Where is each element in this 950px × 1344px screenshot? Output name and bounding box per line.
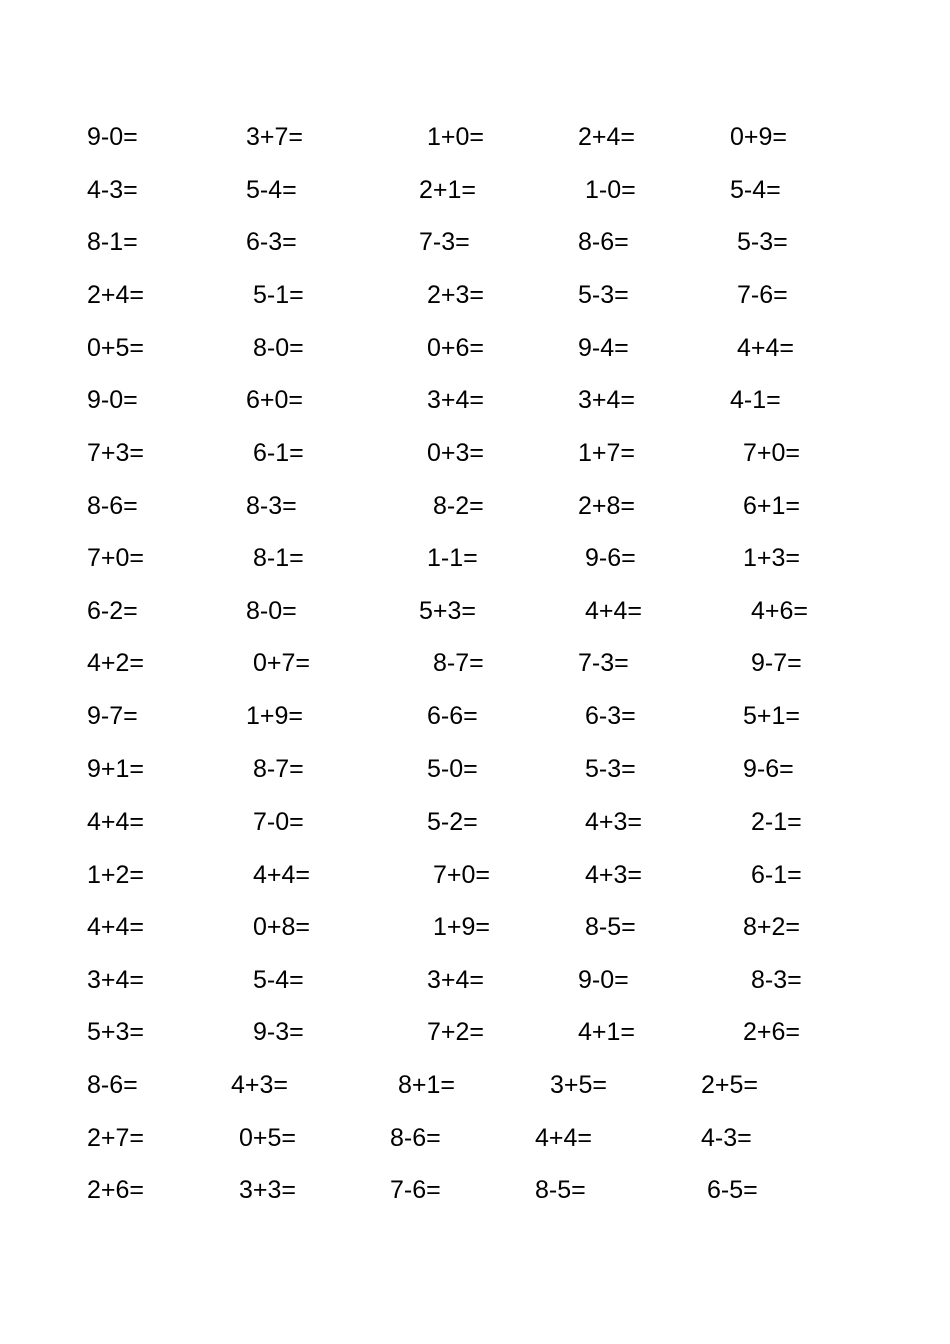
math-problem: 1-0=	[585, 176, 636, 204]
math-problem: 0+3=	[427, 439, 485, 467]
math-problem: 4+2=	[87, 649, 145, 677]
math-problem: 6-5=	[707, 1176, 758, 1204]
math-problem: 8-2=	[433, 492, 484, 520]
math-problem: 6-1=	[253, 439, 304, 467]
math-problem: 5-3=	[737, 228, 788, 256]
math-problem: 8-6=	[87, 1071, 138, 1099]
math-problem: 2+6=	[743, 1018, 801, 1046]
math-problem: 3+7=	[246, 123, 304, 151]
math-problem: 2-1=	[751, 808, 802, 836]
math-problem: 9-0=	[87, 123, 138, 151]
math-problem: 0+5=	[87, 334, 145, 362]
math-problem: 4+4=	[535, 1124, 593, 1152]
math-problem: 4+3=	[231, 1071, 289, 1099]
math-problem: 5-4=	[246, 176, 297, 204]
math-problem: 9+1=	[87, 755, 145, 783]
math-problem: 5-4=	[730, 176, 781, 204]
math-problem: 1+3=	[743, 544, 801, 572]
math-problem: 3+5=	[550, 1071, 608, 1099]
math-problem: 4+4=	[737, 334, 795, 362]
math-problem: 7+0=	[87, 544, 145, 572]
math-problem: 2+7=	[87, 1124, 145, 1152]
math-problem: 5-0=	[427, 755, 478, 783]
math-problem: 9-0=	[87, 386, 138, 414]
math-problem: 1+9=	[246, 702, 304, 730]
math-problem: 5+1=	[743, 702, 801, 730]
math-problem: 7+2=	[427, 1018, 485, 1046]
math-problem: 7+0=	[433, 861, 491, 889]
math-problem: 2+5=	[701, 1071, 759, 1099]
math-problem: 2+6=	[87, 1176, 145, 1204]
math-problem: 8-6=	[578, 228, 629, 256]
math-problem: 3+4=	[578, 386, 636, 414]
math-problem: 0+6=	[427, 334, 485, 362]
math-problem: 5-1=	[253, 281, 304, 309]
math-problem: 4+1=	[578, 1018, 636, 1046]
math-problem: 6-6=	[427, 702, 478, 730]
math-problem: 4-1=	[730, 386, 781, 414]
math-problem: 8-3=	[246, 492, 297, 520]
math-problem: 5+3=	[419, 597, 477, 625]
math-problem: 8-7=	[253, 755, 304, 783]
math-problem: 8-0=	[246, 597, 297, 625]
math-problem: 9-7=	[87, 702, 138, 730]
math-problem: 2+4=	[87, 281, 145, 309]
math-problem: 2+1=	[419, 176, 477, 204]
math-problem: 1-1=	[427, 544, 478, 572]
math-problem: 4-3=	[87, 176, 138, 204]
math-problem: 8-1=	[253, 544, 304, 572]
math-problem: 8-7=	[433, 649, 484, 677]
math-problem: 0+7=	[253, 649, 311, 677]
math-problem: 4+4=	[585, 597, 643, 625]
math-problem: 5-2=	[427, 808, 478, 836]
math-problem: 5-4=	[253, 966, 304, 994]
math-problem: 9-3=	[253, 1018, 304, 1046]
math-problem: 8-5=	[585, 913, 636, 941]
math-problem: 7-3=	[419, 228, 470, 256]
math-problem: 6+0=	[246, 386, 304, 414]
math-problem: 1+2=	[87, 861, 145, 889]
math-problem: 7-6=	[737, 281, 788, 309]
math-problem: 6-3=	[246, 228, 297, 256]
math-problem: 3+4=	[427, 386, 485, 414]
math-problem: 8-6=	[87, 492, 138, 520]
math-problem: 6-3=	[585, 702, 636, 730]
math-problem: 4+3=	[585, 861, 643, 889]
math-problem: 8-6=	[390, 1124, 441, 1152]
math-problem: 8+1=	[398, 1071, 456, 1099]
math-problem: 8-3=	[751, 966, 802, 994]
math-problem: 8-5=	[535, 1176, 586, 1204]
math-problem: 5+3=	[87, 1018, 145, 1046]
math-problem: 0+9=	[730, 123, 788, 151]
math-problem: 9-6=	[585, 544, 636, 572]
math-problem: 4+4=	[87, 913, 145, 941]
math-problem: 4+4=	[87, 808, 145, 836]
math-problem: 4+6=	[751, 597, 809, 625]
math-problem: 5-3=	[578, 281, 629, 309]
math-problem: 8+2=	[743, 913, 801, 941]
math-problem: 3+3=	[239, 1176, 297, 1204]
math-problem: 7+3=	[87, 439, 145, 467]
math-problem: 9-7=	[751, 649, 802, 677]
math-problem: 1+9=	[433, 913, 491, 941]
math-problem: 9-0=	[578, 966, 629, 994]
math-problem: 6+1=	[743, 492, 801, 520]
math-problem: 2+4=	[578, 123, 636, 151]
math-problem: 7+0=	[743, 439, 801, 467]
math-problem: 1+7=	[578, 439, 636, 467]
math-problem: 4-3=	[701, 1124, 752, 1152]
math-problem: 7-0=	[253, 808, 304, 836]
math-problem: 7-6=	[390, 1176, 441, 1204]
math-problem: 2+3=	[427, 281, 485, 309]
math-problem: 9-6=	[743, 755, 794, 783]
math-problem: 4+3=	[585, 808, 643, 836]
math-problem: 3+4=	[427, 966, 485, 994]
math-problem: 5-3=	[585, 755, 636, 783]
math-problem: 0+8=	[253, 913, 311, 941]
math-problem: 3+4=	[87, 966, 145, 994]
math-problem: 1+0=	[427, 123, 485, 151]
math-problem: 6-1=	[751, 861, 802, 889]
math-problem: 2+8=	[578, 492, 636, 520]
math-problem: 6-2=	[87, 597, 138, 625]
math-problem: 7-3=	[578, 649, 629, 677]
math-problem: 9-4=	[578, 334, 629, 362]
math-problem: 4+4=	[253, 861, 311, 889]
math-problem: 8-0=	[253, 334, 304, 362]
math-problem: 8-1=	[87, 228, 138, 256]
math-problem: 0+5=	[239, 1124, 297, 1152]
